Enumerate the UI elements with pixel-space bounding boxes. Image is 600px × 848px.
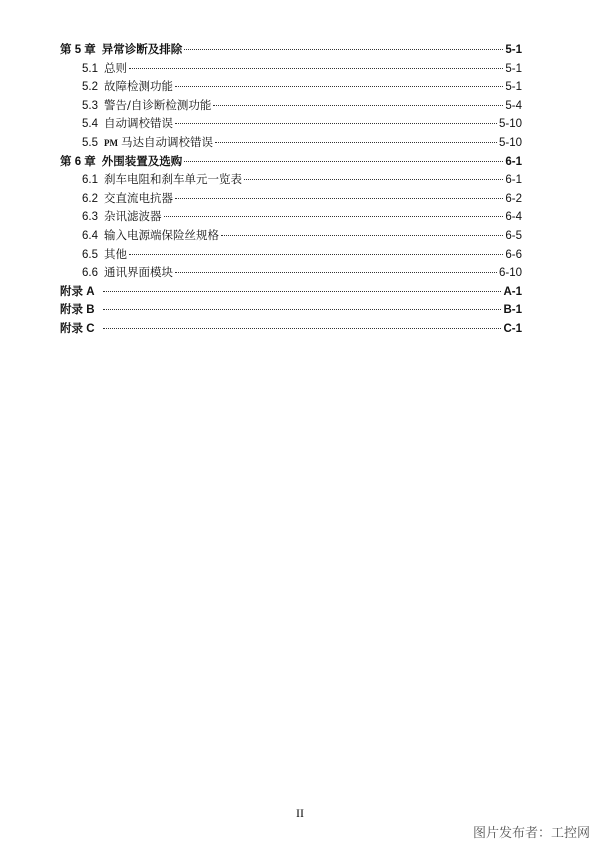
toc-entry-title-text: 其他 [104,246,127,261]
toc-dot-leader [175,123,497,124]
toc-section-row[interactable] [60,97,522,116]
toc-entry-title-text: 故障检测功能 [104,79,173,94]
toc-section-row[interactable] [60,190,522,209]
toc-entry-number: 5.4 [82,118,98,131]
toc-entry-title [104,115,173,131]
toc-entry-title-text: 马达自动调校错误 [121,134,213,149]
toc-entry-title [104,134,213,150]
toc-entry-page: 5-1 [505,62,522,75]
toc-entry-title [104,97,211,113]
toc-section-row[interactable] [60,246,522,265]
toc-entry-page: 5-1 [505,44,522,56]
toc-entry-title [104,208,162,224]
toc-section-row[interactable] [60,78,522,97]
toc-entry-title [104,227,219,243]
toc-dot-leader [129,254,503,255]
watermark-text: 图片发布者：工控网 [472,826,590,841]
toc-entry-page: A-1 [503,285,522,298]
toc-entry-title-text: 总则 [104,60,127,75]
toc-dot-leader [215,142,497,143]
toc-entry-page: 6-6 [505,248,522,261]
toc-section-row[interactable] [60,264,522,283]
toc-entry-title [104,78,173,94]
toc-entry-page: 6-4 [505,211,522,224]
toc-entry-title-text: 警告/自诊断检测功能 [104,97,212,112]
toc-chapter-row[interactable] [60,320,522,339]
toc-entry-title [104,171,242,187]
toc-chapter-row[interactable] [60,301,522,320]
toc-entry-page: 5-1 [505,81,522,94]
toc-dot-leader [103,291,502,292]
toc-entry-title-text: 异常诊断及排除 [101,42,183,56]
toc-entry-prefix: PM [104,137,118,148]
toc-section-row[interactable] [60,227,522,246]
toc-entry-page: 5-10 [498,136,522,149]
toc-dot-leader [129,68,503,69]
table-of-contents [60,41,522,339]
toc-entry-page: 5-10 [498,118,522,131]
toc-section-row[interactable] [60,60,522,79]
toc-entry-title [102,153,183,169]
toc-entry-title [104,246,127,262]
toc-entry-page: 6-10 [498,267,522,280]
toc-entry-number: 6.6 [82,267,98,280]
toc-entry-title [104,60,127,76]
toc-entry-title-text: 交直流电抗器 [104,190,173,205]
toc-entry-number: 5.3 [82,99,98,112]
toc-dot-leader [175,198,503,199]
toc-entry-number: 第 5 章 [60,44,96,56]
toc-dot-leader [244,179,503,180]
toc-chapter-row[interactable] [60,283,522,302]
toc-entry-number: 6.1 [82,174,98,187]
toc-dot-leader [164,216,504,217]
page-number: II [296,806,304,820]
toc-chapter-row[interactable] [60,153,522,172]
toc-entry-number: 5.5 [82,136,98,149]
toc-entry-title-text: 通讯界面模块 [104,265,173,280]
toc-entry-title [102,41,183,57]
toc-section-row[interactable] [60,134,522,153]
toc-entry-number: 附录 A [60,285,95,298]
toc-dot-leader [175,272,497,273]
toc-entry-number: 6.2 [82,192,98,205]
toc-entry-number: 6.5 [82,248,98,261]
toc-dot-leader [213,105,503,106]
toc-entry-number: 6.4 [82,229,98,242]
toc-dot-leader [175,86,503,87]
toc-section-row[interactable] [60,171,522,190]
toc-entry-page: C-1 [503,322,522,335]
toc-entry-page: B-1 [503,304,522,317]
toc-chapter-row[interactable] [60,41,522,60]
toc-entry-number: 5.2 [82,81,98,94]
toc-entry-number: 第 6 章 [60,155,96,168]
toc-entry-page: 6-1 [505,155,522,168]
toc-entry-number: 附录 B [60,304,95,317]
toc-entry-title-text: 外围装置及选购 [101,153,183,168]
toc-entry-title-text: 自动调校错误 [104,116,173,131]
toc-dot-leader [221,235,503,236]
toc-entry-page: 5-4 [505,99,522,112]
toc-entry-page: 6-5 [505,229,522,242]
toc-section-row[interactable] [60,208,522,227]
toc-dot-leader [184,49,503,50]
toc-entry-number: 5.1 [82,62,98,75]
toc-section-row[interactable] [60,115,522,134]
toc-entry-page: 6-2 [505,192,522,205]
toc-entry-number: 6.3 [82,211,98,224]
toc-dot-leader [103,309,502,310]
toc-entry-title-text: 杂讯滤波器 [104,209,162,224]
toc-entry-number: 附录 C [60,322,95,335]
toc-dot-leader [184,161,503,162]
toc-dot-leader [103,328,502,329]
toc-entry-title [104,190,173,206]
toc-entry-title [104,264,173,280]
toc-entry-title-text: 输入电源端保险丝规格 [104,227,219,242]
toc-entry-title-text: 刹车电阻和刹车单元一览表 [104,172,242,187]
toc-entry-page: 6-1 [505,174,522,187]
